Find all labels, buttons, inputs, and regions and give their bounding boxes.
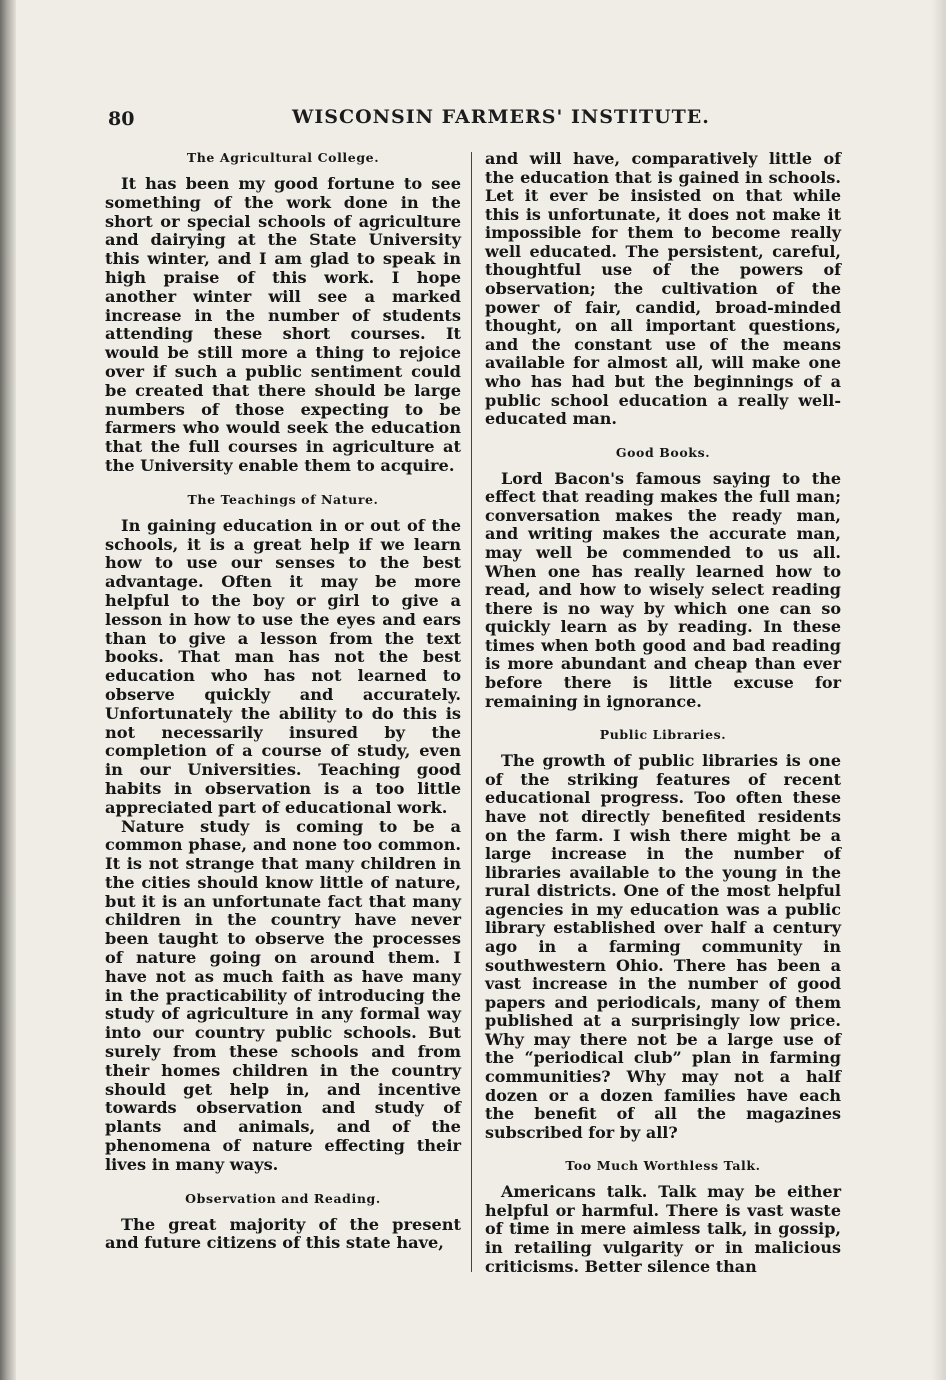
section-heading: Public Libraries. bbox=[599, 727, 727, 743]
right-column bbox=[485, 150, 841, 1280]
page-spine-shadow bbox=[0, 0, 16, 1380]
paragraph-continuation: and will have, comparatively little of the education that is gained in schools. Let it ever be insisted on that while this is unfortunate, it does not make it impossible for them to become really well educated. The persistent, careful, thoughtful use of the powers of observation; the cultivation of the power of fair, candid, broad-minded thought, on all important questions, and the constant use of the means available for almost all, will make one who has had but the beginnings of a public school education a really well-educated man. bbox=[485, 149, 841, 429]
paragraph: The growth of public libraries is one of the striking features of recent educational progress. Too often these have not directly benefited residents on the farm. I wish there might be a large increase in the number of libraries available to the young in the rural districts. One of the most helpful agencies in my education was a public library established over half a century ago in a farming community in southwestern Ohio. There has been a vast increase in the number of good papers and periodicals, many of them published at a surprisingly low price. Why may there not be a large use of the “periodical club” plan in farming communities? Why may not a half dozen or a dozen families have each the benefit of all the magazines subscribed for by all? bbox=[485, 751, 841, 1142]
paragraph: Lord Bacon's famous saying to the effect that reading makes the full man; conversation makes the ready man, and writing makes the accurate man, may well be commended to us all. When one has really learned how to read, and how to wisely select reading there is no way by which one can so quickly learn as by reading. In these times when both good and bad reading is more abundant and cheap than ever before there is little excuse for remaining in ignorance. bbox=[485, 468, 841, 711]
section-heading: Observation and Reading. bbox=[185, 1190, 381, 1206]
paragraph: In gaining education in or out of the schools, it is a great help if we learn how to use our senses to the best advantage. Often it may be more helpful to the boy or girl to give a lesson in how to use the eyes and ears than to give a lesson from the text books. That man has not the best education who has not learned to observe quickly and accurately. Unfortunately the ability to do this is not necessarily insured by the completion of a course of study, even in our Universities. Teaching good habits in observation is a too little appreciated part of educational work. bbox=[105, 515, 461, 817]
running-title: WISCONSIN FARMERS' INSTITUTE. bbox=[292, 106, 710, 128]
paragraph: The great majority of the present and future citizens of this state have, bbox=[105, 1214, 461, 1253]
paragraph: Americans talk. Talk may be either helpful or harmful. There is vast waste of time in mere aimless talk, in gossip, in retailing vulgarity or in malicious criticisms. Better silence than bbox=[485, 1182, 841, 1276]
page-header bbox=[100, 104, 840, 134]
section-heading: Good Books. bbox=[615, 444, 711, 460]
page-edge-shadow bbox=[932, 0, 946, 1380]
section-heading: The Teachings of Nature. bbox=[187, 491, 379, 507]
paragraph: Nature study is coming to be a common phase, and none too common. It is not strange that many children in the cities should know little of nature, but it is an unfortunate fact that many children in the country have never been taught to observe the processes of nature going on around them. I have not as much faith as have many in the practicability of introducing the study of agriculture in any formal way into our country public schools. But surely from these schools and from their homes children in the country should get help in, and incentive towards observation and study of plants and animals, and of the phenomena of nature effecting their lives in many ways. bbox=[105, 816, 461, 1174]
column-divider bbox=[471, 152, 472, 1272]
left-column bbox=[105, 150, 461, 1280]
paragraph: It has been my good fortune to see something of the work done in the short or special schools of agriculture and dairying at the State University this winter, and I am glad to speak in high praise of this work. I hope another winter will see a marked increase in the number of students attending these short courses. It would be still more a thing to rejoice over if such a public sentiment could be created that there should be large numbers of those expecting to be farmers who would seek the education that the full courses in agriculture at the University enable them to acquire. bbox=[105, 174, 461, 475]
section-heading: Too Much Worthless Talk. bbox=[565, 1158, 761, 1174]
section-heading: The Agricultural College. bbox=[186, 150, 380, 165]
page-number: 80 bbox=[108, 108, 135, 130]
